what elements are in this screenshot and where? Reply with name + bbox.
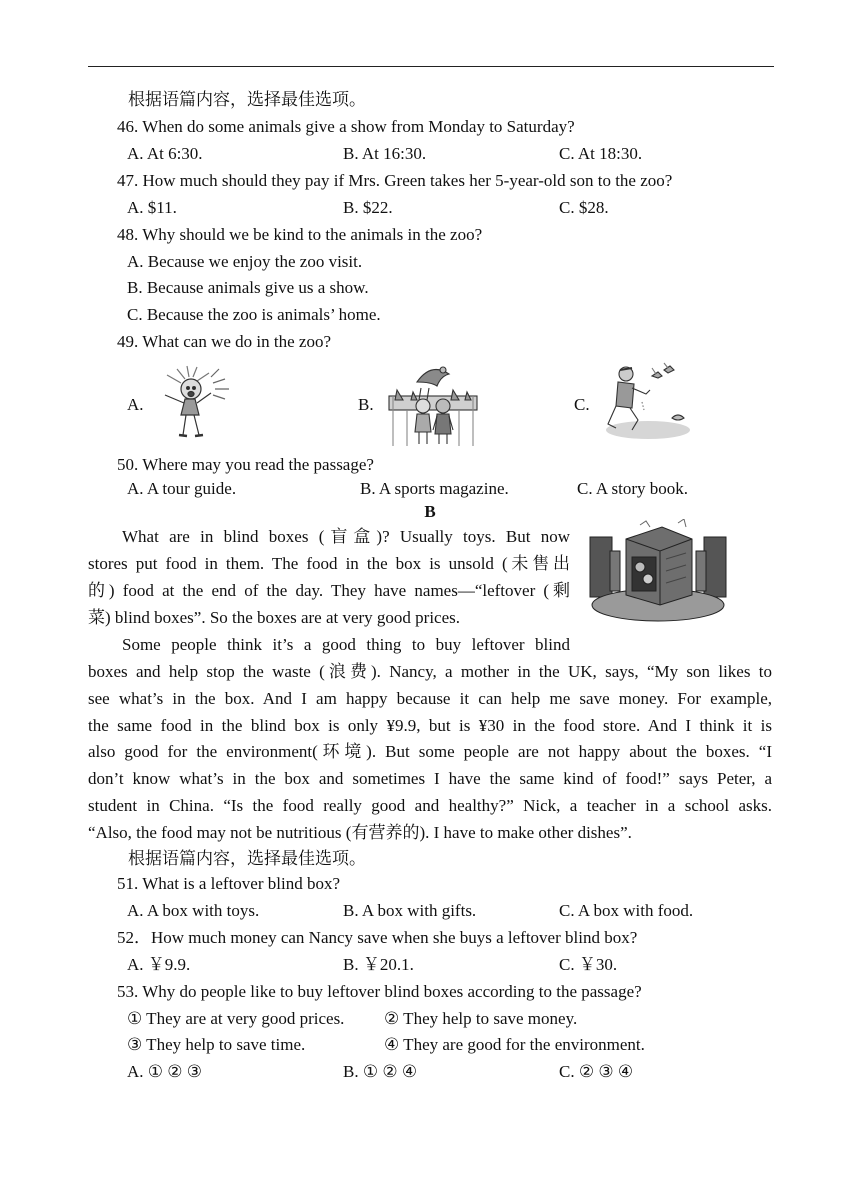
man-feeding-birds-illustration	[602, 362, 692, 442]
q47-stem: 47. How much should they pay if Mrs. Green takes her 5-year-old son to the zoo?	[117, 171, 673, 190]
q47-option-b[interactable]: B. $22.	[343, 198, 393, 217]
passage-line: student in China. “Is the food really good and healthy?” Nick, a teacher in a school asks.	[88, 796, 772, 815]
q52-option-c[interactable]: C. ￥30.	[559, 955, 618, 974]
passage-line: stores put food in them. The food in the box is unsold (未售出	[88, 554, 570, 573]
blind-box-illustration	[588, 519, 728, 627]
q53-option-a[interactable]: A. ① ② ③	[127, 1062, 202, 1081]
q48-option-b[interactable]: B. Because animals give us a show.	[127, 278, 369, 297]
q51-option-c[interactable]: C. A box with food.	[559, 901, 694, 920]
q49-option-a[interactable]: A.	[127, 395, 144, 414]
q53-stem: 53. Why do people like to buy leftover blind boxes according to the passage?	[117, 982, 642, 1001]
q52-stem: 52．How much money can Nancy save when she buys a leftover blind box?	[117, 928, 638, 947]
q47-option-c[interactable]: C. $28.	[559, 198, 609, 217]
q51-stem: 51. What is a leftover blind box?	[117, 874, 340, 893]
q51-option-b[interactable]: B. A box with gifts.	[343, 901, 477, 920]
q51-option-a[interactable]: A. A box with toys.	[127, 901, 260, 920]
part-b-heading: B	[424, 502, 436, 521]
kids-feeding-dolphin-illustration	[387, 360, 479, 448]
passage-line: What are in blind boxes (盲盒)? Usually toys. But now	[122, 527, 570, 546]
header-rule	[88, 66, 774, 67]
passage-line: see what’s in the box. And I am happy because it can help me save money. For example,	[88, 689, 772, 708]
passage-line: 的) food at the end of the day. They have names—“leftover (剩	[88, 581, 570, 600]
q48-option-c[interactable]: C. Because the zoo is animals’ home.	[127, 305, 381, 324]
passage-line: boxes and help stop the waste (浪费). Nancy, a mother in the UK, says, “My son likes to	[88, 662, 772, 681]
passage-line: also good for the environment(环境). But some people are not happy about the boxes. “I	[88, 742, 772, 761]
q53-option-b[interactable]: B. ① ② ④	[343, 1062, 418, 1081]
q53-statement-2: ② They help to save money.	[384, 1009, 578, 1028]
q48-option-a[interactable]: A. Because we enjoy the zoo visit.	[127, 252, 363, 271]
q52-option-a[interactable]: A. ￥9.9.	[127, 955, 191, 974]
q46-option-a[interactable]: A. At 6:30.	[127, 144, 203, 163]
q49-stem: 49. What can we do in the zoo?	[117, 332, 332, 351]
part-a-instruction: 根据语篇内容，选择最佳选项。	[128, 90, 366, 109]
passage-line: don’t know what’s in the box and sometimes I have the same kind of food!” says Peter, a	[88, 769, 772, 788]
passage-line: Some people think it’s a good thing to buy leftover blind	[122, 635, 570, 654]
part-b-instruction: 根据语篇内容，选择最佳选项。	[128, 849, 366, 868]
q50-stem: 50. Where may you read the passage?	[117, 455, 374, 474]
q53-statement-4: ④ They are good for the environment.	[384, 1035, 645, 1054]
q53-statement-3: ③ They help to save time.	[127, 1035, 306, 1054]
passage-line: “Also, the food may not be nutritious (有营养的). I have to make other dishes”.	[88, 823, 632, 842]
girl-shouting-illustration	[155, 365, 235, 440]
passage-line: the same food in the blind box is only ¥9.9, but is ¥30 in the food store. And I think it is	[88, 716, 772, 735]
q48-stem: 48. Why should we be kind to the animals in the zoo?	[117, 225, 483, 244]
q46-stem: 46. When do some animals give a show from Monday to Saturday?	[117, 117, 575, 136]
q50-option-b[interactable]: B. A sports magazine.	[360, 479, 509, 498]
q52-option-b[interactable]: B. ￥20.1.	[343, 955, 414, 974]
q53-option-c[interactable]: C. ② ③ ④	[559, 1062, 634, 1081]
q50-option-a[interactable]: A. A tour guide.	[127, 479, 237, 498]
q46-option-c[interactable]: C. At 18:30.	[559, 144, 643, 163]
passage-line: 菜) blind boxes”. So the boxes are at very good prices.	[88, 608, 461, 627]
q53-statement-1: ① They are at very good prices.	[127, 1009, 345, 1028]
q49-option-c[interactable]: C.	[574, 395, 590, 414]
q47-option-a[interactable]: A. $11.	[127, 198, 177, 217]
q46-option-b[interactable]: B. At 16:30.	[343, 144, 427, 163]
q50-option-c[interactable]: C. A story book.	[577, 479, 688, 498]
q49-option-b[interactable]: B.	[358, 395, 374, 414]
